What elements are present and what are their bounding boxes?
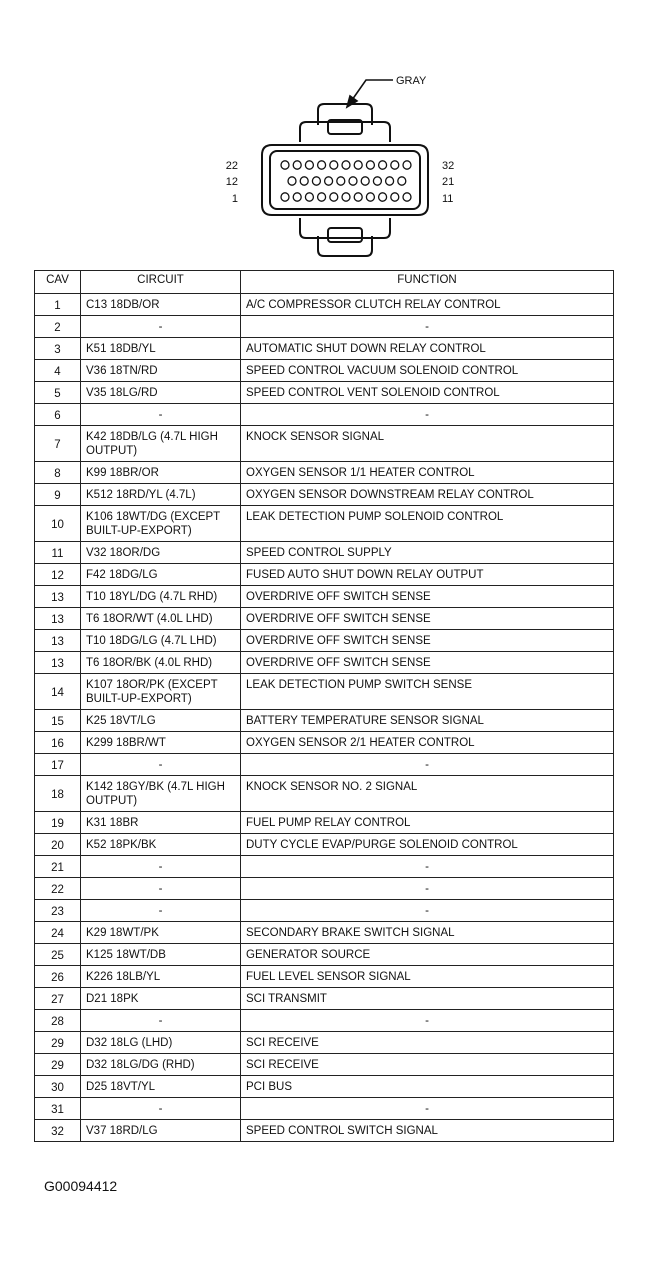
cell-cav: 10 xyxy=(35,506,81,542)
cell-function: - xyxy=(241,900,614,922)
pin-hole xyxy=(354,161,362,169)
cell-circuit: K107 18OR/PK (EXCEPT BUILT-UP-EXPORT) xyxy=(81,674,241,710)
cell-function: BATTERY TEMPERATURE SENSOR SIGNAL xyxy=(241,710,614,732)
pin-hole xyxy=(391,161,399,169)
cell-function: DUTY CYCLE EVAP/PURGE SOLENOID CONTROL xyxy=(241,834,614,856)
cell-cav: 2 xyxy=(35,316,81,338)
pin-hole xyxy=(288,177,296,185)
cell-cav: 4 xyxy=(35,360,81,382)
pin-hole xyxy=(281,161,289,169)
pin-hole xyxy=(293,193,301,201)
cell-function: PCI BUS xyxy=(241,1076,614,1098)
table-row xyxy=(35,294,614,316)
cell-cav: 17 xyxy=(35,754,81,776)
cell-circuit: K42 18DB/LG (4.7L HIGH OUTPUT) xyxy=(81,426,241,462)
cell-cav: 18 xyxy=(35,776,81,812)
table-row xyxy=(35,1032,614,1054)
cell-cav: 26 xyxy=(35,966,81,988)
figure-id: G00094412 xyxy=(44,1178,118,1194)
cell-cav: 32 xyxy=(35,1120,81,1142)
cell-cav: 24 xyxy=(35,922,81,944)
table-row xyxy=(35,732,614,754)
cell-circuit: D21 18PK xyxy=(81,988,241,1010)
pin-hole xyxy=(403,193,411,201)
table-row xyxy=(35,404,614,426)
header-cav: CAV xyxy=(35,271,81,294)
table-row xyxy=(35,922,614,944)
table-row xyxy=(35,1120,614,1142)
pin-hole xyxy=(318,161,326,169)
cell-function: FUEL LEVEL SENSOR SIGNAL xyxy=(241,966,614,988)
cell-cav: 3 xyxy=(35,338,81,360)
cell-circuit: T10 18DG/LG (4.7L LHD) xyxy=(81,630,241,652)
table-row xyxy=(35,856,614,878)
cell-function: - xyxy=(241,316,614,338)
table-row xyxy=(35,812,614,834)
table-row xyxy=(35,754,614,776)
pin-hole xyxy=(398,177,406,185)
cell-circuit: - xyxy=(81,856,241,878)
cell-circuit: K31 18BR xyxy=(81,812,241,834)
cell-function: OVERDRIVE OFF SWITCH SENSE xyxy=(241,630,614,652)
table-row xyxy=(35,652,614,674)
cell-function: OXYGEN SENSOR 2/1 HEATER CONTROL xyxy=(241,732,614,754)
pin-label-left-top: 22 xyxy=(225,160,238,172)
header-function: FUNCTION xyxy=(241,271,614,294)
pin-hole xyxy=(354,193,362,201)
table-row xyxy=(35,1010,614,1032)
pin-label-left-bottom: 1 xyxy=(231,193,238,205)
pin-hole xyxy=(312,177,320,185)
table-row xyxy=(35,878,614,900)
cell-cav: 5 xyxy=(35,382,81,404)
cell-function: AUTOMATIC SHUT DOWN RELAY CONTROL xyxy=(241,338,614,360)
cell-cav: 30 xyxy=(35,1076,81,1098)
table-row xyxy=(35,1076,614,1098)
cell-circuit: T10 18YL/DG (4.7L RHD) xyxy=(81,586,241,608)
cell-function: SECONDARY BRAKE SWITCH SIGNAL xyxy=(241,922,614,944)
header-circuit: CIRCUIT xyxy=(81,271,241,294)
cell-circuit: C13 18DB/OR xyxy=(81,294,241,316)
cell-circuit: D25 18VT/YL xyxy=(81,1076,241,1098)
cell-function: FUSED AUTO SHUT DOWN RELAY OUTPUT xyxy=(241,564,614,586)
cell-circuit: - xyxy=(81,754,241,776)
pin-hole xyxy=(349,177,357,185)
pin-hole xyxy=(342,161,350,169)
table-row xyxy=(35,1054,614,1076)
pin-hole xyxy=(330,161,338,169)
cell-function: OVERDRIVE OFF SWITCH SENSE xyxy=(241,652,614,674)
pin-hole xyxy=(325,177,333,185)
pin-hole xyxy=(379,193,387,201)
cell-function: OXYGEN SENSOR DOWNSTREAM RELAY CONTROL xyxy=(241,484,614,506)
table-row xyxy=(35,944,614,966)
cell-cav: 16 xyxy=(35,732,81,754)
pin-hole xyxy=(293,161,301,169)
cell-circuit: K99 18BR/OR xyxy=(81,462,241,484)
cell-cav: 22 xyxy=(35,878,81,900)
pin-holes xyxy=(281,161,411,201)
table-row xyxy=(35,710,614,732)
pin-hole xyxy=(305,193,313,201)
cell-cav: 31 xyxy=(35,1098,81,1120)
cell-cav: 25 xyxy=(35,944,81,966)
cell-circuit: - xyxy=(81,1010,241,1032)
cell-cav: 14 xyxy=(35,674,81,710)
table-row xyxy=(35,834,614,856)
table-row xyxy=(35,608,614,630)
cell-function: OVERDRIVE OFF SWITCH SENSE xyxy=(241,608,614,630)
table-row xyxy=(35,426,614,462)
cell-circuit: T6 18OR/WT (4.0L LHD) xyxy=(81,608,241,630)
cell-function: SPEED CONTROL VACUUM SOLENOID CONTROL xyxy=(241,360,614,382)
cell-cav: 29 xyxy=(35,1054,81,1076)
pin-hole xyxy=(305,161,313,169)
cell-circuit: V36 18TN/RD xyxy=(81,360,241,382)
cell-circuit: K25 18VT/LG xyxy=(81,710,241,732)
cell-function: KNOCK SENSOR SIGNAL xyxy=(241,426,614,462)
pin-hole xyxy=(391,193,399,201)
gray-arrow-icon xyxy=(347,80,393,107)
cell-function: LEAK DETECTION PUMP SWITCH SENSE xyxy=(241,674,614,710)
table-row xyxy=(35,564,614,586)
cell-circuit: V35 18LG/RD xyxy=(81,382,241,404)
table-row xyxy=(35,484,614,506)
cell-function: SCI RECEIVE xyxy=(241,1054,614,1076)
cell-function: - xyxy=(241,856,614,878)
pin-hole xyxy=(379,161,387,169)
pin-label-left-middle: 12 xyxy=(225,176,238,188)
pin-hole xyxy=(366,193,374,201)
pin-hole xyxy=(366,161,374,169)
table-row xyxy=(35,462,614,484)
cell-function: SPEED CONTROL SWITCH SIGNAL xyxy=(241,1120,614,1142)
cell-cav: 7 xyxy=(35,426,81,462)
cell-circuit: K51 18DB/YL xyxy=(81,338,241,360)
pin-hole xyxy=(403,161,411,169)
cell-circuit: V32 18OR/DG xyxy=(81,542,241,564)
cell-cav: 9 xyxy=(35,484,81,506)
pin-label-right-bottom: 11 xyxy=(442,193,454,205)
table-row xyxy=(35,382,614,404)
cell-cav: 19 xyxy=(35,812,81,834)
cell-cav: 13 xyxy=(35,608,81,630)
cell-function: - xyxy=(241,1098,614,1120)
table-row xyxy=(35,542,614,564)
cell-cav: 20 xyxy=(35,834,81,856)
cell-function: LEAK DETECTION PUMP SOLENOID CONTROL xyxy=(241,506,614,542)
pin-label-right-middle: 21 xyxy=(442,176,455,188)
cell-cav: 1 xyxy=(35,294,81,316)
cell-circuit: K226 18LB/YL xyxy=(81,966,241,988)
cell-function: OXYGEN SENSOR 1/1 HEATER CONTROL xyxy=(241,462,614,484)
cell-circuit: D32 18LG/DG (RHD) xyxy=(81,1054,241,1076)
cell-circuit: - xyxy=(81,1098,241,1120)
table-row xyxy=(35,338,614,360)
cell-cav: 28 xyxy=(35,1010,81,1032)
cell-circuit: - xyxy=(81,316,241,338)
pin-hole xyxy=(337,177,345,185)
cell-cav: 13 xyxy=(35,630,81,652)
table-row xyxy=(35,966,614,988)
cell-cav: 23 xyxy=(35,900,81,922)
pin-hole xyxy=(386,177,394,185)
cell-circuit: K512 18RD/YL (4.7L) xyxy=(81,484,241,506)
cell-cav: 27 xyxy=(35,988,81,1010)
cell-function: - xyxy=(241,1010,614,1032)
cell-circuit: V37 18RD/LG xyxy=(81,1120,241,1142)
cell-cav: 13 xyxy=(35,652,81,674)
cell-circuit: T6 18OR/BK (4.0L RHD) xyxy=(81,652,241,674)
cell-function: SPEED CONTROL VENT SOLENOID CONTROL xyxy=(241,382,614,404)
cell-circuit: K52 18PK/BK xyxy=(81,834,241,856)
cell-circuit: K106 18WT/DG (EXCEPT BUILT-UP-EXPORT) xyxy=(81,506,241,542)
pin-hole xyxy=(330,193,338,201)
cell-function: - xyxy=(241,404,614,426)
table-row xyxy=(35,1098,614,1120)
pin-hole xyxy=(318,193,326,201)
cell-cav: 6 xyxy=(35,404,81,426)
cell-cav: 12 xyxy=(35,564,81,586)
pin-hole xyxy=(281,193,289,201)
cell-circuit: D32 18LG (LHD) xyxy=(81,1032,241,1054)
cell-function: KNOCK SENSOR NO. 2 SIGNAL xyxy=(241,776,614,812)
cell-circuit: K29 18WT/PK xyxy=(81,922,241,944)
connector-color-label: GRAY xyxy=(396,75,427,87)
table-row xyxy=(35,900,614,922)
pin-hole xyxy=(361,177,369,185)
cell-cav: 11 xyxy=(35,542,81,564)
cell-circuit: K299 18BR/WT xyxy=(81,732,241,754)
cell-function: - xyxy=(241,878,614,900)
cell-cav: 15 xyxy=(35,710,81,732)
cell-circuit: F42 18DG/LG xyxy=(81,564,241,586)
cell-function: OVERDRIVE OFF SWITCH SENSE xyxy=(241,586,614,608)
pin-hole xyxy=(373,177,381,185)
cell-circuit: - xyxy=(81,878,241,900)
table-row xyxy=(35,316,614,338)
cell-function: SPEED CONTROL SUPPLY xyxy=(241,542,614,564)
cell-circuit: - xyxy=(81,404,241,426)
cell-function: - xyxy=(241,754,614,776)
table-body xyxy=(35,294,614,1142)
cell-circuit: K125 18WT/DB xyxy=(81,944,241,966)
cell-function: A/C COMPRESSOR CLUTCH RELAY CONTROL xyxy=(241,294,614,316)
pin-label-right-top: 32 xyxy=(442,160,455,172)
table-row xyxy=(35,506,614,542)
table-header-row xyxy=(35,271,614,294)
cell-function: SCI TRANSMIT xyxy=(241,988,614,1010)
table-row xyxy=(35,674,614,710)
pin-table xyxy=(34,270,614,1142)
cell-function: GENERATOR SOURCE xyxy=(241,944,614,966)
pin-hole xyxy=(300,177,308,185)
cell-cav: 8 xyxy=(35,462,81,484)
cell-cav: 21 xyxy=(35,856,81,878)
cell-circuit: - xyxy=(81,900,241,922)
pin-hole xyxy=(342,193,350,201)
table-row xyxy=(35,988,614,1010)
table-row xyxy=(35,586,614,608)
table-row xyxy=(35,360,614,382)
table-row xyxy=(35,630,614,652)
cell-cav: 29 xyxy=(35,1032,81,1054)
cell-cav: 13 xyxy=(35,586,81,608)
cell-function: FUEL PUMP RELAY CONTROL xyxy=(241,812,614,834)
table-row xyxy=(35,776,614,812)
cell-function: SCI RECEIVE xyxy=(241,1032,614,1054)
cell-circuit: K142 18GY/BK (4.7L HIGH OUTPUT) xyxy=(81,776,241,812)
connector-diagram xyxy=(0,0,657,265)
